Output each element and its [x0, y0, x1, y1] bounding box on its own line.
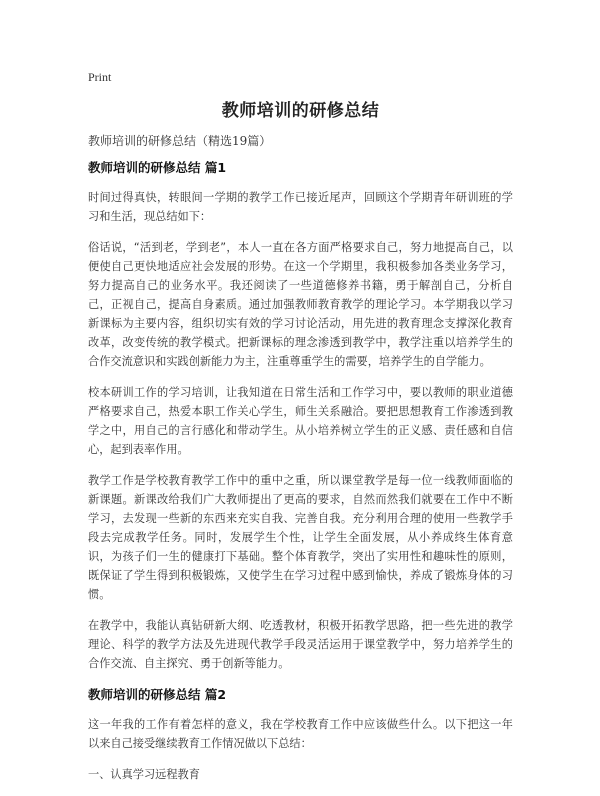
paragraph: 在教学中，我能认真钻研新大纲、吃透教材，积极开拓教学思路，把一些先进的教学理论、科学的教学方法及先进现代教学手段灵活运用于课堂教学中，努力培养学生的合作交流、自主探究、勇于创新等能力。	[88, 619, 513, 670]
paragraph: 一、认真学习远程教育	[88, 768, 200, 781]
paragraph: 俗话说，“活到老，学到老”，本人一直在各方面严格要求自己，努力地提高自己，以便使自己更快地适应社会发展的形势。在这一个学期里，我积极参加各类业务学习，努力提高自己的业务水平。我还阅读了一些道德修养书籍，勇于解剖自己，分析自己，正视自己，提高自身素质。通过加强教师教育教学的理论学习。本学期我以学习新课标为主要内容，组织切实有效的学习讨论活动，用先进的教育理念支撑深化教育改革，改变传统的教学模式。把新课标的理念渗透到教学中，教学注重以培养学生的合作交流意识和实践创新能力为主，注重尊重学生的需要，培养学生的自学能力。	[88, 241, 513, 368]
document-content	[88, 158, 513, 796]
paragraph: 教学工作是学校教育教学工作中的重中之重，所以课堂教学是每一位一线教师面临的新课题。新课改给我们广大教师提出了更高的要求，自然而然我们就要在工作中不断学习，去发现一些新的东西来充实自我、完善自我。充分利用合理的使用一些教学手段去完成教学任务。同时，发展学生个性，让学生全面发展，从小养成终生体育意识，为孩子们一生的健康打下基础。整个体育教学，突出了实用性和趣味性的原则，既保证了学生得到积极锻炼，又使学生在学习过程中感到愉快，养成了锻炼身体的习惯。	[88, 474, 513, 601]
section-heading: 教师培训的研修总结 篇1	[88, 160, 227, 175]
print-link[interactable]: Print	[88, 70, 112, 84]
paragraph: 这一年我的工作有着怎样的意义，我在学校教育工作中应该做些什么。以下把这一年以来自己接受继续教育工作情况做以下总结：	[88, 718, 513, 750]
paragraph: 时间过得真快，转眼间一学期的教学工作已接近尾声，回顾这个学期青年研训班的学习和生活，现总结如下：	[88, 191, 513, 223]
section-heading: 教师培训的研修总结 篇2	[88, 687, 227, 702]
page-title: 教师培训的研修总结	[221, 101, 380, 121]
section-1	[88, 158, 513, 673]
section-2	[88, 685, 513, 784]
document-subtitle: 教师培训的研修总结（精选19篇）	[88, 134, 272, 148]
paragraph: 校本研训工作的学习培训，让我知道在日常生活和工作学习中，要以教师的职业道德严格要求自己，热爱本职工作关心学生，师生关系融洽。要把思想教育工作渗透到教学之中，用自己的言行感化和带动学生。从小培养树立学生的正义感、责任感和自信心，起到表率作用。	[88, 386, 513, 456]
